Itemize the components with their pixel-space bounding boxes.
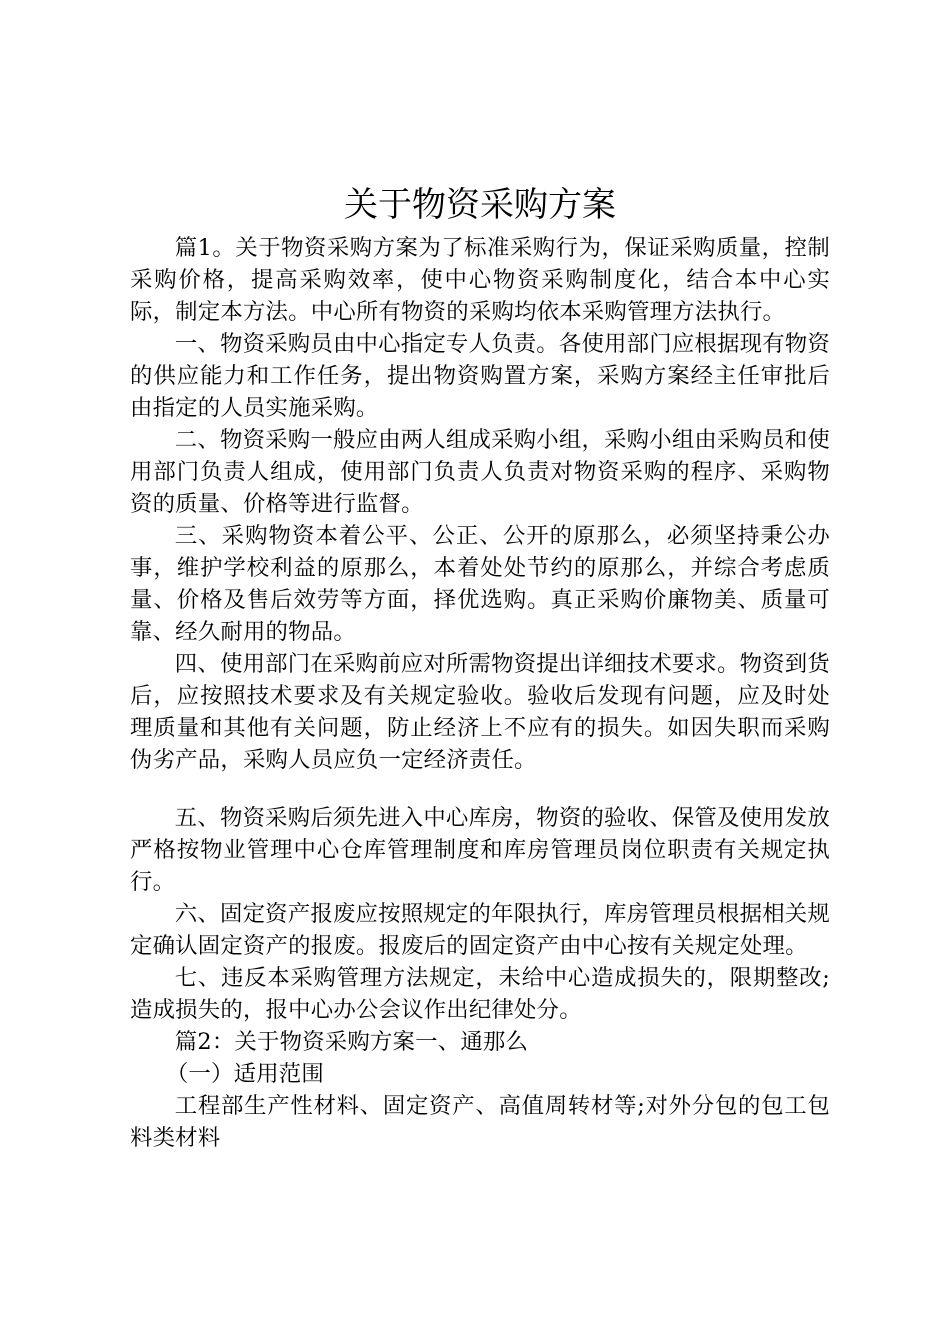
document-title: 关于物资采购方案 xyxy=(344,185,616,225)
document-page xyxy=(130,180,830,1154)
paragraph-section-3: 三、采购物资本着公平、公正、公开的原那么，必须坚持秉公办事，维护学校利益的原那么，本着处处节约的原那么，并综合考虑质量、价格及售后效劳等方面，择优选购。真正采购价廉物美、质量可靠、经久耐用的物品。 xyxy=(130,523,830,645)
paragraph-section-6: 六、固定资产报废应按照规定的年限执行，库房管理员根据相关规定确认固定资产的报废。报废后的固定资产由中心按有关规定处理。 xyxy=(130,901,830,959)
paragraph-section-2: 二、物资采购一般应由两人组成采购小组，采购小组由采购员和使用部门负责人组成，使用部门负责人负责对物资采购的程序、采购物资的质量、价格等进行监督。 xyxy=(130,427,830,517)
paragraph-gap xyxy=(130,776,830,802)
paragraph-scope-body: 工程部生产性材料、固定资产、高值周转材等;对外分包的包工包料类材料 xyxy=(130,1093,830,1151)
paragraph-section-7: 七、违反本采购管理方法规定，未给中心造成损失的，限期整改;造成损失的，报中心办公会议作出纪律处分。 xyxy=(130,965,830,1023)
paragraph-part-2-heading: 篇2：关于物资采购方案一、通那么 xyxy=(174,1029,529,1055)
paragraph-intro: 篇1。关于物资采购方案为了标准采购行为，保证采购质量，控制采购价格，提高采购效率，使中心物资采购制度化，结合本中心实际，制定本方法。中心所有物资的采购均依本采购管理方法执行。 xyxy=(130,235,830,325)
paragraph-section-1: 一、物资采购员由中心指定专人负责。各使用部门应根据现有物资的供应能力和工作任务，提出物资购置方案，采购方案经主任审批后由指定的人员实施采购。 xyxy=(130,331,830,421)
paragraph-section-5: 五、物资采购后须先进入中心库房，物资的验收、保管及使用发放严格按物业管理中心仓库管理制度和库房管理员岗位职责有关规定执行。 xyxy=(130,805,830,895)
paragraph-scope-heading: （一）适用范围 xyxy=(165,1061,324,1087)
paragraph-section-4: 四、使用部门在采购前应对所需物资提出详细技术要求。物资到货后，应按照技术要求及有关规定验收。验收后发现有问题，应及时处理质量和其他有关问题，防止经济上不应有的损失。如因失职而采购伪劣产品，采购人员应负一定经济责任。 xyxy=(130,651,830,773)
